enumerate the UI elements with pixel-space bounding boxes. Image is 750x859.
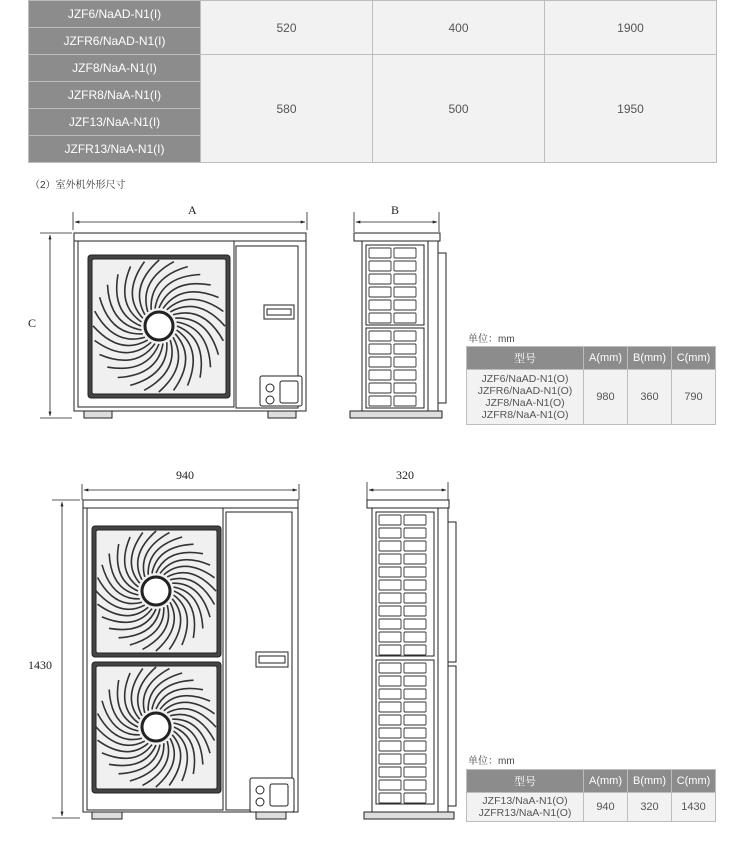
value-a: 980 — [584, 370, 628, 425]
value-c: 1950 — [545, 55, 717, 163]
value-b: 320 — [628, 793, 672, 822]
model-cell: JZF6/NaAD-N1(I) — [29, 1, 201, 28]
model-name: JZF13/NaA-N1(O) — [482, 795, 568, 807]
value-a: 940 — [584, 793, 628, 822]
model-name: JZFR6/NaAD-N1(O) — [477, 385, 573, 397]
header-a: A(mm) — [584, 347, 628, 370]
header-c: C(mm) — [672, 770, 716, 793]
value-a: 520 — [201, 1, 373, 55]
dim-b-label: B — [391, 203, 400, 217]
header-a: A(mm) — [584, 770, 628, 793]
dim-c-label: C — [28, 316, 37, 330]
model-list — [467, 370, 584, 425]
header-c: C(mm) — [672, 347, 716, 370]
unit2-front-view — [52, 484, 299, 819]
header-model: 型号 — [467, 770, 584, 793]
model-list — [467, 793, 584, 822]
model-cell: JZF8/NaA-N1(I) — [29, 55, 201, 82]
unit-label: 单位：mm — [468, 334, 515, 345]
dim-depth-label: 320 — [396, 468, 414, 482]
model-name: JZF6/NaAD-N1(O) — [481, 373, 569, 385]
unit2-side-view — [364, 482, 456, 819]
model-cell: JZFR13/NaA-N1(I) — [29, 136, 201, 163]
value-b: 500 — [373, 55, 545, 163]
value-c: 1430 — [672, 793, 716, 822]
model-name: JZF8/NaA-N1(O) — [485, 397, 565, 409]
spec-table-2 — [466, 769, 716, 822]
dim-a-label: A — [188, 203, 197, 217]
model-name: JZFR13/NaA-N1(O) — [478, 807, 572, 819]
header-b: B(mm) — [628, 770, 672, 793]
value-c: 790 — [672, 370, 716, 425]
value-c: 1900 — [545, 1, 717, 55]
unit1-front-view — [40, 212, 307, 418]
spec-table-1 — [466, 346, 716, 425]
model-cell: JZF13/NaA-N1(I) — [29, 109, 201, 136]
model-cell: JZFR6/NaAD-N1(I) — [29, 28, 201, 55]
value-a: 580 — [201, 55, 373, 163]
model-cell: JZFR8/NaA-N1(I) — [29, 82, 201, 109]
value-b: 400 — [373, 1, 545, 55]
header-b: B(mm) — [628, 347, 672, 370]
section-title: （2）室外机外形尺寸 — [30, 180, 126, 191]
dim-height-label: 1430 — [28, 658, 52, 672]
model-name: JZFR8/NaA-N1(O) — [481, 409, 569, 421]
unit1-side-view — [350, 212, 446, 418]
unit-label: 单位：mm — [468, 756, 515, 767]
value-b: 360 — [628, 370, 672, 425]
dim-width-label: 940 — [176, 468, 194, 482]
header-model: 型号 — [467, 347, 584, 370]
